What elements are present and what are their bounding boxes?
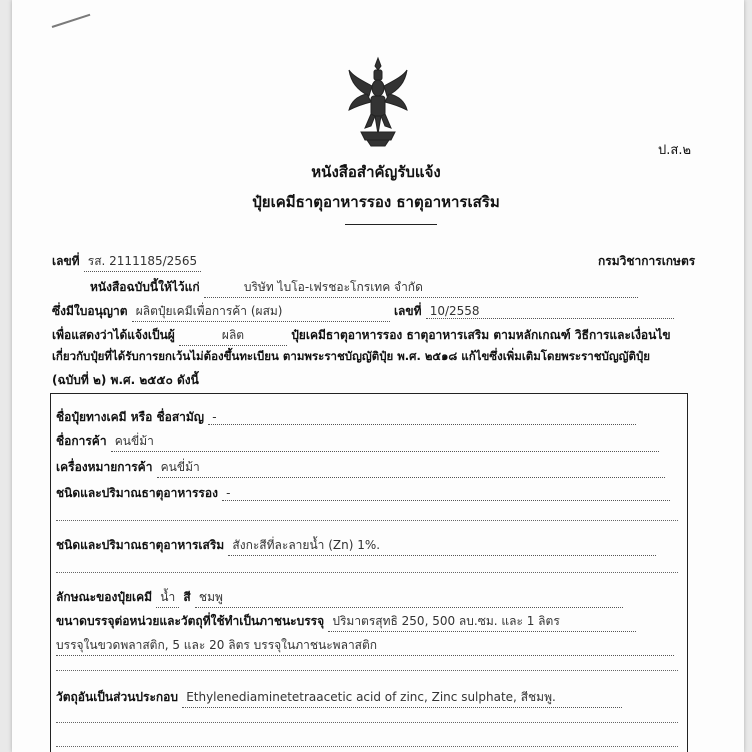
ingredients-value: Ethylenediaminetetraacetic acid of zinc, Zinc sulphate, สีชมพู.: [182, 688, 622, 708]
chem-name-value: -: [208, 410, 636, 425]
blank-line: [56, 746, 678, 747]
trademark-label: เครื่องหมายการค้า: [56, 460, 153, 474]
package-row: [56, 612, 636, 632]
package-label: ขนาดบรรจุต่อหน่วยและวัตถุที่ใช้ทำเป็นภาชนะบรรจุ: [56, 614, 325, 628]
trade-name-row: [56, 432, 659, 452]
garuda-emblem-icon: [347, 56, 409, 148]
notify-value: ผลิต: [179, 326, 287, 346]
ingredients-label: วัตถุอันเป็นส่วนประกอบ: [56, 690, 178, 704]
certificate-page: [12, 0, 744, 752]
license-no-value: 10/2558: [426, 304, 674, 319]
department: กรมวิชาการเกษตร: [598, 254, 696, 268]
blank-line: [56, 572, 678, 573]
document-subtitle: ปุ๋ยเคมีธาตุอาหารรอง ธาตุอาหารเสริม: [252, 193, 500, 211]
trademark-row: [56, 458, 665, 478]
document-title: หนังสือสำคัญรับแจ้ง: [311, 163, 441, 181]
pen-mark: [52, 14, 91, 28]
number-row: [52, 252, 201, 272]
character-label: ลักษณะของปุ๋ยเคมี: [56, 590, 153, 604]
license-label: ซึ่งมีใบอนุญาต: [52, 304, 128, 318]
color-label: สี: [183, 590, 191, 604]
issued-to-value: บริษัท ไบโอ-เฟรชอะโกรเทค จำกัด: [204, 278, 638, 298]
number-label: เลขที่: [52, 254, 80, 268]
blank-line: [56, 520, 678, 521]
secondary-value: -: [222, 486, 670, 501]
color-value: ชมพู: [195, 588, 623, 608]
micro-label: ชนิดและปริมาณธาตุอาหารเสริม: [56, 538, 225, 552]
chem-name-row: [56, 408, 636, 427]
ingredients-row: [56, 688, 622, 708]
issued-to-label: หนังสือฉบับนี้ให้ไว้แก่: [90, 280, 200, 294]
license-value: ผลิตปุ๋ยเคมีเพื่อการค้า (ผสม): [132, 302, 390, 322]
notify-row: [52, 326, 671, 346]
secondary-label: ชนิดและปริมาณธาตุอาหารรอง: [56, 486, 218, 500]
body-line-2: เกี่ยวกับปุ๋ยที่ได้รับการยกเว้นไม่ต้องขึ้นทะเบียน ตามพระราชบัญญัติปุ๋ย พ.ศ. ๒๕๑๘ แก้ไขซึ่งเพิ่มเติมโดยพระราชบัญญัติปุ๋ย: [52, 349, 650, 363]
chem-name-label: ชื่อปุ๋ยทางเคมี หรือ ชื่อสามัญ: [56, 410, 205, 424]
package-value-2: บรรจุในขวดพลาสติก, 5 และ 20 ลิตร บรรจุในภาชนะพลาสติก: [56, 636, 674, 656]
trade-name-value: คนขี่ม้า: [111, 432, 659, 452]
micro-row: [56, 536, 656, 556]
body-line-3: (ฉบับที่ ๒) พ.ศ. ๒๕๕๐ ดังนี้: [52, 373, 199, 387]
package-value: ปริมาตรสุทธิ 250, 500 ลบ.ซม. และ 1 ลิตร: [328, 612, 636, 632]
blank-line: [56, 722, 678, 723]
issued-to-row: [90, 278, 638, 298]
character-value: น้ำ: [156, 588, 179, 608]
notify-text: ปุ๋ยเคมีธาตุอาหารรอง ธาตุอาหารเสริม ตามหลักเกณฑ์ วิธีการและเงื่อนไข: [291, 328, 671, 342]
notify-label: เพื่อแสดงว่าได้แจ้งเป็นผู้: [52, 328, 175, 342]
secondary-row: [56, 484, 670, 503]
character-row: [56, 588, 623, 608]
number-value: รส. 2111185/2565: [84, 252, 201, 272]
form-code: ป.ส.๒: [658, 143, 692, 158]
title-underline: [345, 224, 437, 225]
license-no-label: เลขที่: [393, 304, 422, 318]
micro-value: สังกะสีที่ละลายน้ำ (Zn) 1%.: [228, 536, 656, 556]
trade-name-label: ชื่อการค้า: [56, 434, 107, 448]
blank-line: [56, 670, 678, 671]
license-row: [52, 302, 674, 322]
package-row-2: [56, 636, 674, 656]
trademark-value: คนขี่ม้า: [157, 458, 665, 478]
